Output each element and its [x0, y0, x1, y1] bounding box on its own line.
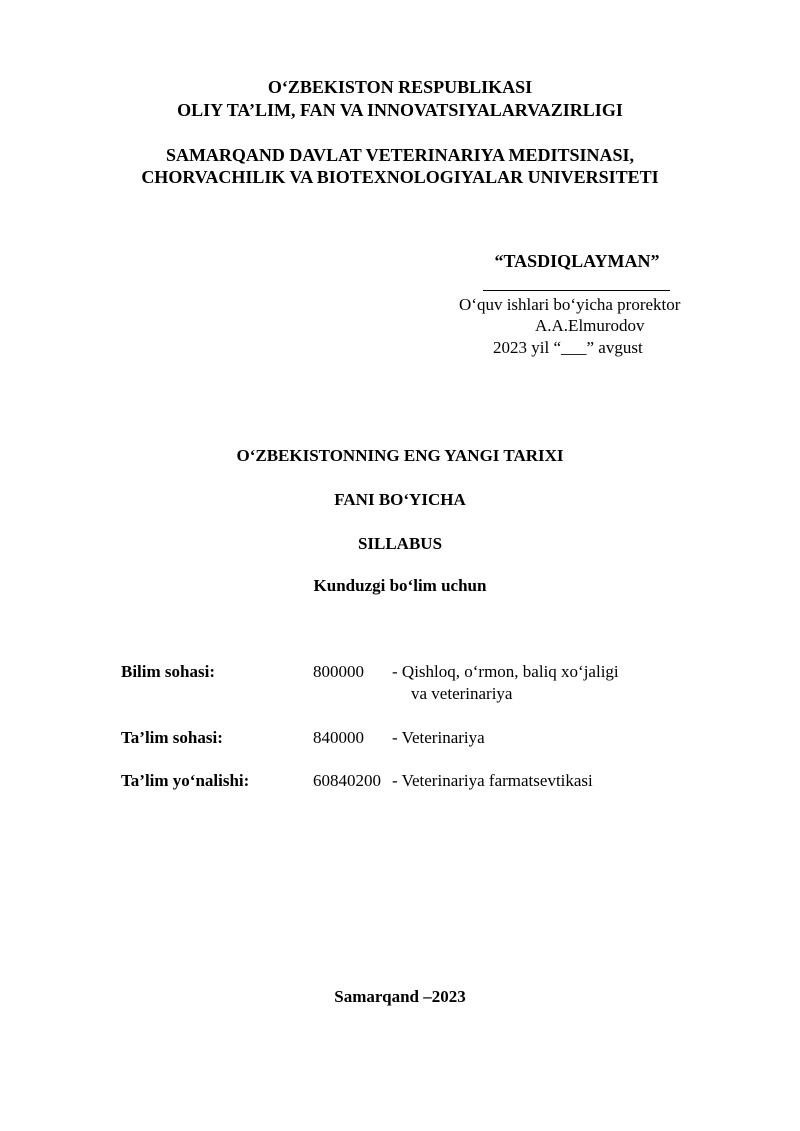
field-value-continued: va veterinariya	[411, 684, 513, 703]
field-code: 840000	[313, 728, 364, 747]
field-value: - Veterinariya farmatsevtikasi	[392, 771, 593, 790]
subject-title: O‘ZBEKISTONNING ENG YANGI TARIXI	[236, 446, 564, 465]
study-form: Kunduzgi bo‘lim uchun	[313, 576, 487, 595]
field-label: Ta’lim sohasi:	[121, 728, 223, 747]
ministry-country: O‘ZBEKISTON RESPUBLIKASI	[267, 77, 533, 97]
ministry-name: OLIY TA’LIM, FAN VA INNOVATSIYALARVAZIRLIGI	[177, 100, 623, 120]
university-name-line2: CHORVACHILIK VA BIOTEXNOLOGIYALAR UNIVERSITETI	[141, 167, 659, 187]
field-code: 60840200	[313, 771, 381, 790]
field-label: Bilim sohasi:	[121, 662, 215, 681]
field-code: 800000	[313, 662, 364, 681]
signature-line	[483, 290, 670, 291]
field-value: - Qishloq, o‘rmon, baliq xo‘jaligi	[392, 662, 619, 681]
document-type: SILLABUS	[357, 534, 443, 553]
university-name-line1: SAMARQAND DAVLAT VETERINARIYA MEDITSINASI,	[165, 145, 635, 165]
approver-name: A.A.Elmurodov	[535, 316, 645, 335]
approval-title: “TASDIQLAYMAN”	[494, 251, 660, 271]
approval-date: 2023 yil “___” avgust	[493, 338, 643, 357]
field-value: - Veterinariya	[392, 728, 485, 747]
approver-position: O‘quv ishlari bo‘yicha prorektor	[459, 295, 681, 314]
place-year: Samarqand –2023	[334, 987, 466, 1006]
subject-suffix: FANI BO‘YICHA	[334, 490, 466, 509]
field-label: Ta’lim yo‘nalishi:	[121, 771, 250, 790]
